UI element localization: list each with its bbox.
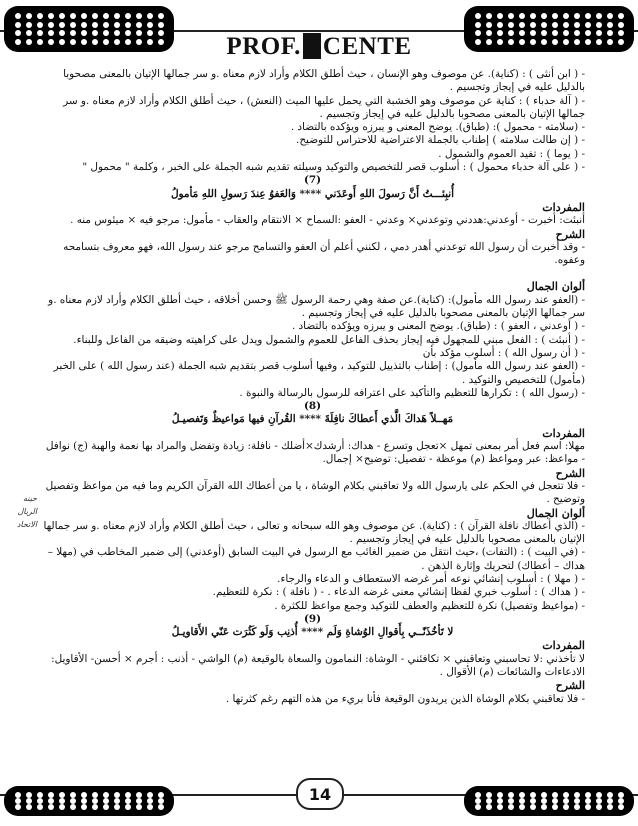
dot [519, 22, 525, 28]
dot [596, 22, 602, 28]
paragraph: لا تأخذني :لا تحاسبني وتعاقبني × تكافئني - الوشاة: النمامون والسعاة بالوقيعة (م) الواشي - أذنب : أجرم × أحسن- الأقاويل: الادعاءات والشائعات (م) الأقوال . [51, 652, 585, 679]
dot [114, 13, 120, 19]
dot [103, 13, 109, 19]
brand-wordmark [220, 33, 417, 61]
dot [70, 804, 76, 810]
page-number: 14 [296, 778, 344, 810]
footer-dot-panel-left [4, 786, 174, 816]
dot [508, 22, 514, 28]
paragraph: - ( أنبئت ) : الفعل مبني للمجهول فيه إيجاز بحذف الفاعل للعموم والشمول ويدل على كراهيته وضيقه من الفاعل وللبناء. [73, 333, 585, 346]
page-header [0, 0, 638, 62]
dot [563, 13, 569, 19]
dot [158, 804, 164, 810]
dot [596, 13, 602, 19]
dot [585, 13, 591, 19]
dot [563, 804, 569, 810]
dot [59, 22, 65, 28]
paragraph: - ( على آلة حدباء محمول ) : أسلوب قصر للتخصيص والتوكيد وسيلته تقديم شبه الجملة على الخبر ، وكلمة " محمول " [82, 161, 585, 174]
dot [48, 804, 54, 810]
dot [541, 804, 547, 810]
dot [48, 22, 54, 28]
dot [15, 804, 21, 810]
handwritten-margin-note: حينه الريال الاتحاد [16, 494, 37, 529]
dot [552, 804, 558, 810]
paragraph: - (الذي أعطاك نافلة القرآن ) : (كناية). عن موصوف وهو الله سبحانه و تعالى ، حيث أطلق الكلام وأراد لازم معناه .و سر جمالها الإتيان بالمعنى مصحوبا بالدليل عليه في إيجاز وتجسيم . [43, 519, 585, 546]
section-heading: ألوان الجمال [526, 506, 585, 520]
dot [475, 13, 481, 19]
brand-left-text: PROF. [226, 33, 301, 60]
dot [585, 22, 591, 28]
dot [103, 22, 109, 28]
dot [574, 13, 580, 19]
section-heading: المفردات [542, 426, 585, 440]
dot-grid [472, 792, 626, 810]
dot [125, 22, 131, 28]
section-heading: الشرح [555, 466, 585, 480]
dot [574, 804, 580, 810]
dot [618, 22, 624, 28]
paragraph: - ( مهلا ) : أسلوب إنشائي نوعه أمر غرضه الاستعطاف و الدعاء والرجاء. [277, 572, 585, 585]
dot [508, 804, 514, 810]
dot [596, 804, 602, 810]
dot [103, 804, 109, 810]
dot [81, 22, 87, 28]
paragraph: - ( آلة حدباء ) : كناية عن موصوف وهو الخشبة التي يحمل عليها الميت (النعش) ، حيث أطلق الكلام وأراد لازم معناه .و سر جمالها الإتيان بالمعنى مصحوبا بالدليل عليه في إيجاز وتجسيم . [63, 94, 585, 120]
brand-logo [0, 33, 638, 61]
paragraph: - ( أوعدني ، العفو ) : (طباق). يوضح المعنى و يبرزه ويؤكده بالتضاد . [291, 320, 585, 333]
dot [70, 13, 76, 19]
dot [114, 804, 120, 810]
section-heading: المفردات [542, 639, 585, 653]
dot [541, 13, 547, 19]
section-heading: الشرح [555, 227, 585, 241]
dot [59, 13, 65, 19]
verse-number: (9) [303, 612, 322, 625]
brand-right-text: CENTE [322, 33, 412, 60]
dot [37, 22, 43, 28]
dot [158, 13, 164, 19]
dot [497, 804, 503, 810]
dot [530, 13, 536, 19]
dot [508, 13, 514, 19]
dot [70, 22, 76, 28]
paragraph: - (العفو عند رسول الله مأمول): (كناية).عن صفة وهي رحمة الرسول ﷺ وحسن أخلاقه ، حيث أطلق الكلام وأراد لازم معناه .و سر جمالها الإتيان بالمعنى مصحوبا بالدليل عليه في إيجاز وتجسيم . [48, 293, 585, 320]
dot [48, 13, 54, 19]
dot [530, 22, 536, 28]
spacer [40, 267, 585, 280]
paragraph: - وقد أخبرت أن رسول الله توعدني أهدر دمي ، لكنني أعلم أن العفو والتسامح مرجو عند رسول الله، فهو معروف بتسامحه وعفوه. [63, 240, 585, 267]
poem-verse: أُنبِئـــتُ أَنَّ رَسولَ اللهِ أَوعَدَني **** وَالعَفوُ عِندَ رَسولِ اللهِ مَأمولُ [170, 187, 455, 200]
dot [607, 804, 613, 810]
paragraph: - (مواعيظ وتفصيل) نكرة للتعظيم والعطف للتوكيد وجمع مواعظ للكثرة . [274, 599, 585, 612]
dot [26, 13, 32, 19]
logo-icon [303, 33, 321, 59]
dot [59, 804, 65, 810]
dot [607, 13, 613, 19]
section-heading: المفردات [542, 200, 585, 214]
dot [92, 22, 98, 28]
dot [26, 804, 32, 810]
dot [81, 804, 87, 810]
section-heading: ألوان الجمال [526, 280, 585, 294]
paragraph: - ( ابن أنثى ) : (كناية). عن موصوف وهو الإنسان ، حيث أطلق الكلام وأراد لازم معناه .و سر جمالها الإتيان بالمعنى مصحوبا بالدليل عليه في إيجاز وتجسيم . [63, 68, 585, 94]
dot [530, 804, 536, 810]
paragraph: أنبئت: أخبرت - أوعدني:هددني وتوعدني× وعدني - العفو :السماح × الانتقام والعقاب - مأمول: مرجو فيه × ميئوس منه . [70, 214, 585, 227]
dot [519, 13, 525, 19]
dot [37, 804, 43, 810]
verse-number: (8) [303, 400, 322, 413]
paragraph: - (رسول الله ) : تكرارها للتعظيم والتأكيد على اعترافه للرسول بالرسالة والنبوة . [239, 386, 585, 399]
dot [486, 13, 492, 19]
dot [92, 804, 98, 810]
dot [618, 13, 624, 19]
dot [92, 13, 98, 19]
dot [37, 13, 43, 19]
dot [552, 13, 558, 19]
section-heading: الشرح [555, 679, 585, 693]
dot [158, 22, 164, 28]
paragraph: - (في البيت ) : (التفات) ،حيث انتقل من ضمير الغائب مع الرسول في البيت السابق (أوعدني) إلى ضمير المخاطب في (مهلا – هداك – أعطاك) لتحريك وإثارة الذهن . [47, 546, 585, 572]
paragraph: - (سلامته - محمول ): (طباق). يوضح المعنى و يبرزه ويؤكده بالتضاد . [290, 121, 585, 134]
paragraph: - (العفو عند رسول الله مأمول) : إطناب بالتذييل للتوكيد ، وفيها أسلوب قصر بتقديم شبه الجملة (عند رسول الله ) على الخبر (مأمول) للتخصيص والتوكيد . [53, 360, 585, 386]
dot [552, 22, 558, 28]
paragraph: - ( إن طالت سلامته ) إطناب بالجملة الاعتراضية للاحتراس للتوضيح. [296, 134, 585, 147]
dot [125, 804, 131, 810]
footer-dot-panel-right [464, 786, 634, 816]
dot [497, 22, 503, 28]
dot [519, 804, 525, 810]
dot [475, 22, 481, 28]
paragraph: - فلا تعاقبني بكلام الوشاة الذين يريدون الوقيعة فأنا بريء من هذه التهم رغم كثرتها . [225, 692, 585, 705]
poem-verse: لا تَأخُذَنّــي بِأَقوالِ الوُشاةِ وَلَم **** أُذنِب وَلَو كَثُرَت عَنّي الأَقاويـلُ [171, 626, 454, 639]
dot [563, 22, 569, 28]
verse-number: (7) [303, 174, 322, 187]
dot [541, 22, 547, 28]
dot [26, 22, 32, 28]
dot [618, 804, 624, 810]
dot [497, 13, 503, 19]
dot [147, 804, 153, 810]
dot [15, 13, 21, 19]
paragraph: - ( أن رسول الله ) : أسلوب مؤكد بأن [422, 346, 585, 359]
dot [147, 22, 153, 28]
dot [136, 13, 142, 19]
dot [125, 13, 131, 19]
dot [147, 13, 153, 19]
dot-grid [12, 792, 166, 810]
paragraph: - ( يوما ) : تفيد العموم والشمول . [438, 147, 585, 160]
dot [136, 22, 142, 28]
poem-verse: مَهــلاً هَداكَ الَّذي أَعطاكَ نافِلَةَ **** القُرآنِ فيها مَواعيظٌ وَتَفصيـلُ [171, 413, 454, 426]
paragraph: - فلا تتعجل في الحكم على يارسول الله ولا تعاقبني بكلام الوشاة ، يا من أعطاك الله القرآن الكريم وما فيه من مواعظ وتفصيل وتوضيح . [45, 479, 585, 506]
paragraph: مهلا: اسم فعل أمر بمعنى تمهل ×تعجل وتسرع - هداك: أرشدك×أضلك - نافلة: زيادة وتفضل والمراد بها نعمة والهبة (ج) نوافل - مواعظ: عبر ومواعظ (م) موعظة - تفصيل: توضيح× إجمال. [45, 440, 585, 466]
dot [574, 22, 580, 28]
dot [81, 13, 87, 19]
dot [486, 804, 492, 810]
document-body [40, 68, 585, 706]
dot [475, 804, 481, 810]
dot [585, 804, 591, 810]
dot [607, 22, 613, 28]
dot [15, 22, 21, 28]
dot [136, 804, 142, 810]
dot [486, 22, 492, 28]
paragraph: - ( هداك ) : أسلوب خبري لفظا إنشائي معنى غرضه الدعاء . - ( نافلة ) : نكرة للتعظيم. [212, 586, 585, 599]
dot [114, 22, 120, 28]
